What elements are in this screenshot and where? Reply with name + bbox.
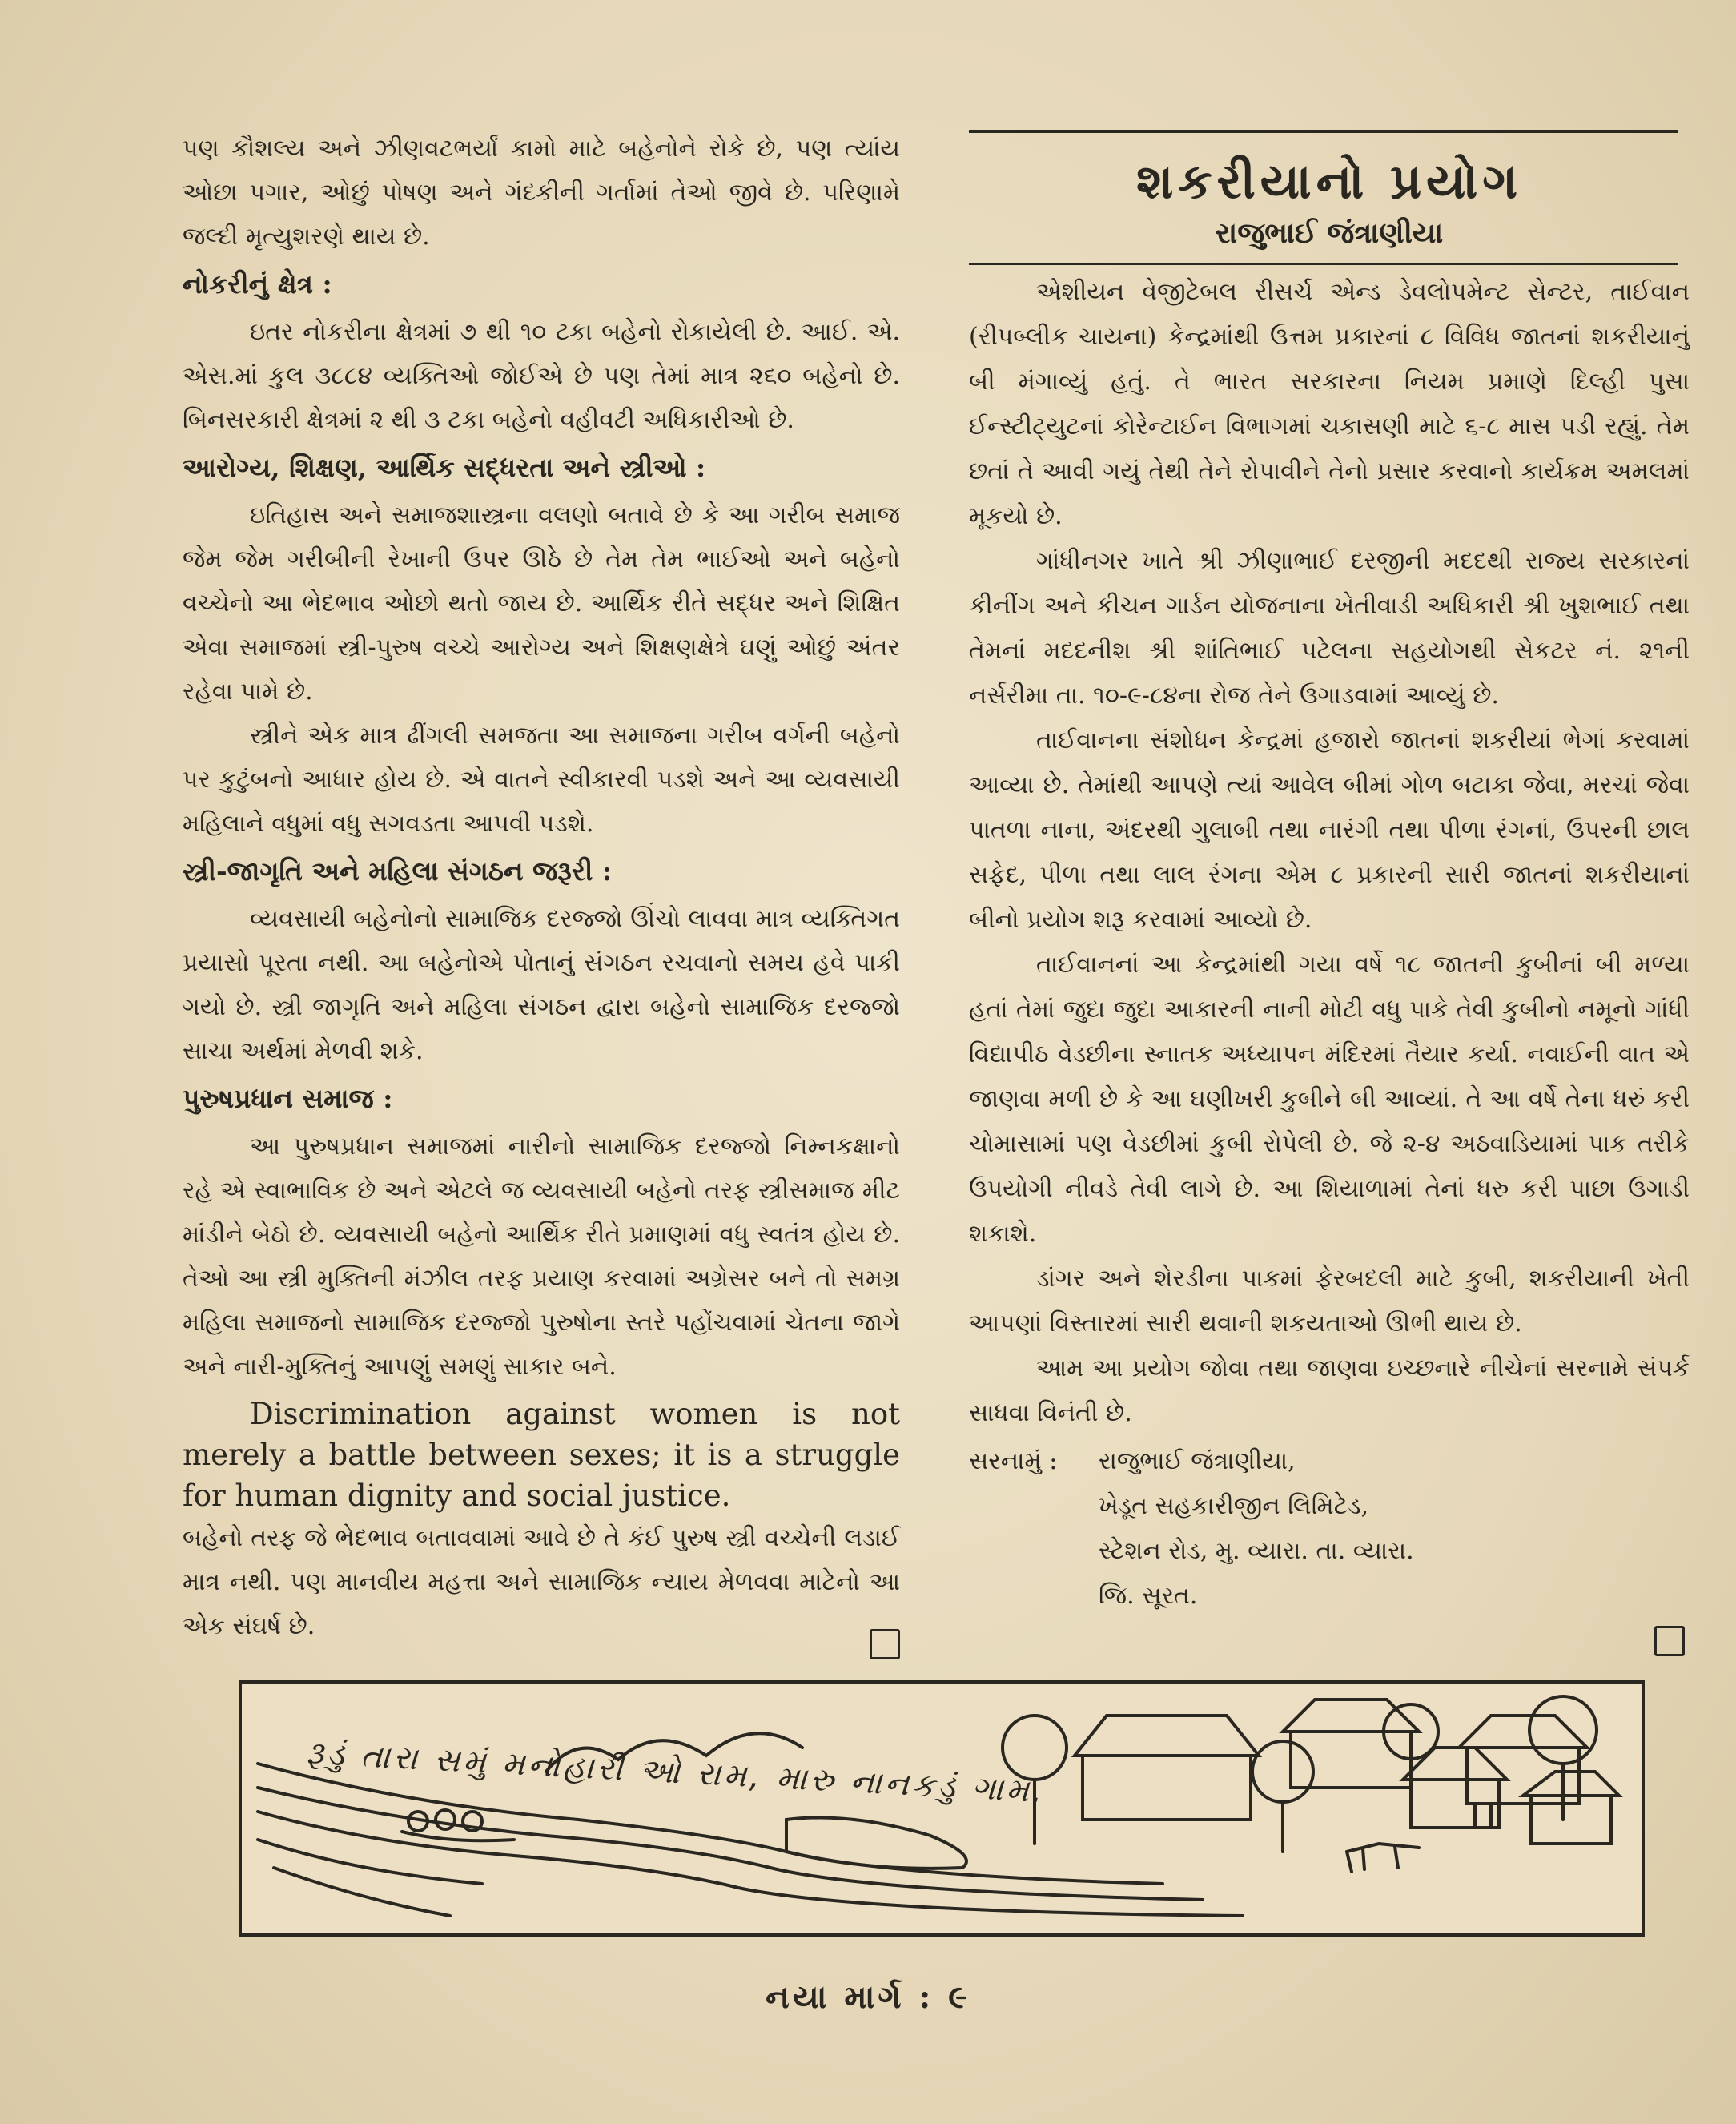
address-label: સરનામું : — [969, 1447, 1058, 1475]
title-rule — [969, 263, 1678, 265]
section-heading: આરોગ્ય, શિક્ષણ, આર્થિક સદ્ધરતા અને સ્ત્રીઓ : — [183, 452, 706, 483]
paragraph: એશીયન વેજીટેબલ રીસર્ચ એન્ડ ડેવલોપમેન્ટ સેન્ટર, તાઈવાન (રીપબ્લીક ચાયના) કેન્દ્રમાંથી ઉત્તમ પ્રકારનાં ૮ વિવિધ જાતનાં શકરીયાનું બી મંગાવ્યું હતું. તે ભારત સરકારના નિયમ પ્રમાણે દિલ્હી પુસા ઈન્સ્ટીટ્યુટનાં કોરેન્ટાઈન વિભાગમાં ચકાસણી માટે ૬-૮ માસ પડી રહ્યું. તેમ છતાં તે આવી ગયું તેથી તેને રોપાવીને તેનો પ્રસાર કરવાનો કાર્યક્રમ અમલમાં મૂકયો છે. — [969, 278, 1690, 530]
section-heading: પુરુષપ્રધાન સમાજ : — [183, 1083, 393, 1114]
paragraph: ડાંગર અને શેરડીના પાકમાં ફેરબદલી માટે કુબી, શકરીયાની ખેતી આપણાં વિસ્તારમાં સારી થવાની શકયતાઓ ઊભી થાય છે. — [969, 1265, 1690, 1338]
article-author: રાજુભાઈ જંત્રાણીયા — [1215, 216, 1444, 250]
address-block — [969, 1439, 1690, 1619]
article-title: શકરીયાનો પ્રયોગ — [1135, 154, 1523, 210]
section-heading: નોકરીનું ક્ષેત્ર : — [183, 268, 332, 300]
top-rule — [969, 130, 1678, 133]
paragraph: પણ કૌશલ્ય અને ઝીણવટભર્યાં કામો માટે બહેનોને રોકે છે, પણ ત્યાંય ઓછા પગાર, ઓછું પોષણ અને ગંદકીની ગર્તામાં તેઓ જીવે છે. પરિણામે જલ્દી મૃત્યુશરણે થાય છે. — [183, 135, 900, 251]
illustration-caption: રૂડું તારા સમું મનોહારી ઓ રામ, મારુ નાનકડું ગામ. — [305, 1735, 1047, 1811]
village-illustration — [239, 1680, 1645, 1937]
address-line: રાજુભાઈ જંત્રાણીયા, — [1099, 1447, 1296, 1475]
right-article-column — [969, 130, 1690, 1619]
village-sketch — [242, 1684, 1642, 1933]
paragraph: વ્યવસાયી બહેનોનો સામાજિક દરજ્જો ઊંચો લાવવા માત્ર વ્યક્તિગત પ્રયાસો પૂરતા નથી. આ બહેનોએ પોતાનું સંગઠન રચવાનો સમય હવે પાકી ગયો છે. સ્ત્રી જાગૃતિ અને મહિલા સંગઠન દ્વારા બહેનો સામાજિક દરજ્જો સાચા અર્થમાં મેળવી શકે. — [183, 905, 900, 1065]
address-line: ખેડૂત સહકારીજીન લિમિટેડ, — [1099, 1492, 1369, 1520]
paragraph: આમ આ પ્રયોગ જોવા તથા જાણવા ઇચ્છનારે નીચેનાં સરનામે સંપર્ક સાધવા વિનંતી છે. — [969, 1354, 1690, 1427]
paragraph: તાઈવાનના સંશોધન કેન્દ્રમાં હજારો જાતનાં શકરીયાં ભેગાં કરવામાં આવ્યા છે. તેમાંથી આપણે ત્યાં આવેલ બીમાં ગોળ બટાકા જેવા, મરચાં જેવા પાતળા નાના, અંદરથી ગુલાબી તથા નારંગી તથા પીળા રંગનાં, ઉપરની છાલ સફેદ, પીળા તથા લાલ રંગના એમ ૮ પ્રકારની સારી જાતનાં શકરીયાનાં બીનો પ્રયોગ શરૂ કરવામાં આવ્યો છે. — [969, 726, 1690, 934]
paragraph: આ પુરુષપ્રધાન સમાજમાં નારીનો સામાજિક દરજ્જો નિમ્નકક્ષાનો રહે એ સ્વાભાવિક છે અને એટલે જ વ્યવસાયી બહેનો તરફ સ્ત્રીસમાજ મીટ માંડીને બેઠો છે. વ્યવસાયી બહેનો આર્થિક રીતે પ્રમાણમાં વધુ સ્વતંત્ર હોય છે. તેઓ આ સ્ત્રી મુક્તિની મંઝીલ તરફ પ્રયાણ કરવામાં અગ્રેસર બને તો સમગ્ર મહિલા સમાજનો સામાજિક દરજ્જો પુરુષોના સ્તરે પહોંચવામાં ચેતના જાગે અને નારી-મુક્તિનું આપણું સમણું સાકાર બને. — [183, 1132, 900, 1381]
paragraph: સ્ત્રીને એક માત્ર ઢીંગલી સમજતા આ સમાજના ગરીબ વર્ગની બહેનો પર કુટુંબનો આધાર હોય છે. એ વાતને સ્વીકારવી પડશે અને આ વ્યવસાયી મહિલાને વધુમાં વધુ સગવડતા આપવી પડશે. — [183, 722, 900, 838]
paragraph: તાઈવાનનાં આ કેન્દ્રમાંથી ગયા વર્ષે ૧૮ જાતની કુબીનાં બી મળ્યા હતાં તેમાં જુદા જુદા આકારની નાની મોટી વધુ પાકે તેવી કુબીનો નમૂનો ગાંધી વિદ્યાપીઠ વેડછીના સ્નાતક અધ્યાપન મંદિરમાં તૈયાર કર્યા. નવાઈની વાત એ જાણવા મળી છે કે આ ઘણીખરી કુબીને બી આવ્યાં. તે આ વર્ષે તેના ધરું કરી ચોમાસામાં પણ વેડછીમાં કુબી રોપેલી છે. જે ૨-૪ અઠવાડિયામાં પાક તરીકે ઉપયોગી નીવડે તેવી લાગે છે. આ શિયાળામાં તેનાં ધરુ કરી પાછા ઉગાડી શકાશે. — [969, 951, 1690, 1248]
end-of-article-mark — [870, 1629, 900, 1659]
english-quote: Discrimination against women is not merely a battle between sexes; it is a struggle for human dignity and social justice. — [183, 1397, 900, 1513]
paragraph: ઇતિહાસ અને સમાજશાસ્ત્રના વલણો બતાવે છે કે આ ગરીબ સમાજ જેમ જેમ ગરીબીની રેખાની ઉપર ઊઠે છે તેમ તેમ ભાઈઓ અને બહેનો વચ્ચેનો આ ભેદભાવ ઓછો થતો જાય છે. આર્થિક રીતે સદ્ધર અને શિક્ષિત એવા સમાજમાં સ્ત્રી-પુરુષ વચ્ચે આરોગ્ય અને શિક્ષણક્ષેત્રે ઘણું ઓછું અંતર રહેવા પામે છે. — [183, 501, 900, 706]
address-line: સ્ટેશન રોડ, મુ. વ્યારા. તા. વ્યારા. — [1099, 1537, 1414, 1565]
paragraph: ઇતર નોકરીના ક્ષેત્રમાં ૭ થી ૧૦ ટકા બહેનો રોકાયેલી છે. આઈ. એ. એસ.માં કુલ ૩૮૮૪ વ્યક્તિઓ જોઈએ છે પણ તેમાં માત્ર ૨૬૦ બહેનો છે. બિનસરકારી ક્ષેત્રમાં ૨ થી ૩ ટકા બહેનો વહીવટી અધિકારીઓ છે. — [183, 318, 900, 434]
left-article-column — [183, 127, 900, 1648]
end-of-article-mark — [1654, 1626, 1685, 1656]
page-footer: નયા માર્ગ : ૯ — [766, 1978, 970, 2016]
paragraph: બહેનો તરફ જે ભેદભાવ બતાવવામાં આવે છે તે કંઈ પુરુષ સ્ત્રી વચ્ચેની લડાઈ માત્ર નથી. પણ માનવીય મહત્તા અને સામાજિક ન્યાય મેળવવા માટેનો આ એક સંઘર્ષ છે. — [183, 1524, 900, 1640]
paragraph: ગાંધીનગર ખાતે શ્રી ઝીણાભાઈ દરજીની મદદથી રાજ્ય સરકારનાં કીનીંગ અને કીચન ગાર્ડન યોજનાના ખેતીવાડી અધિકારી શ્રી ખુશભાઈ તથા તેમનાં મદદનીશ શ્રી શાંતિભાઈ પટેલના સહયોગથી સેકટર નં. ૨૧ની નર્સરીમા તા. ૧૦-૯-૮૪ના રોજ તેને ઉગાડવામાં આવ્યું છે. — [969, 547, 1690, 710]
address-line: જિ. સૂરત. — [1099, 1582, 1198, 1610]
section-heading: સ્ત્રી-જાગૃતિ અને મહિલા સંગઠન જરૂરી : — [183, 855, 613, 887]
